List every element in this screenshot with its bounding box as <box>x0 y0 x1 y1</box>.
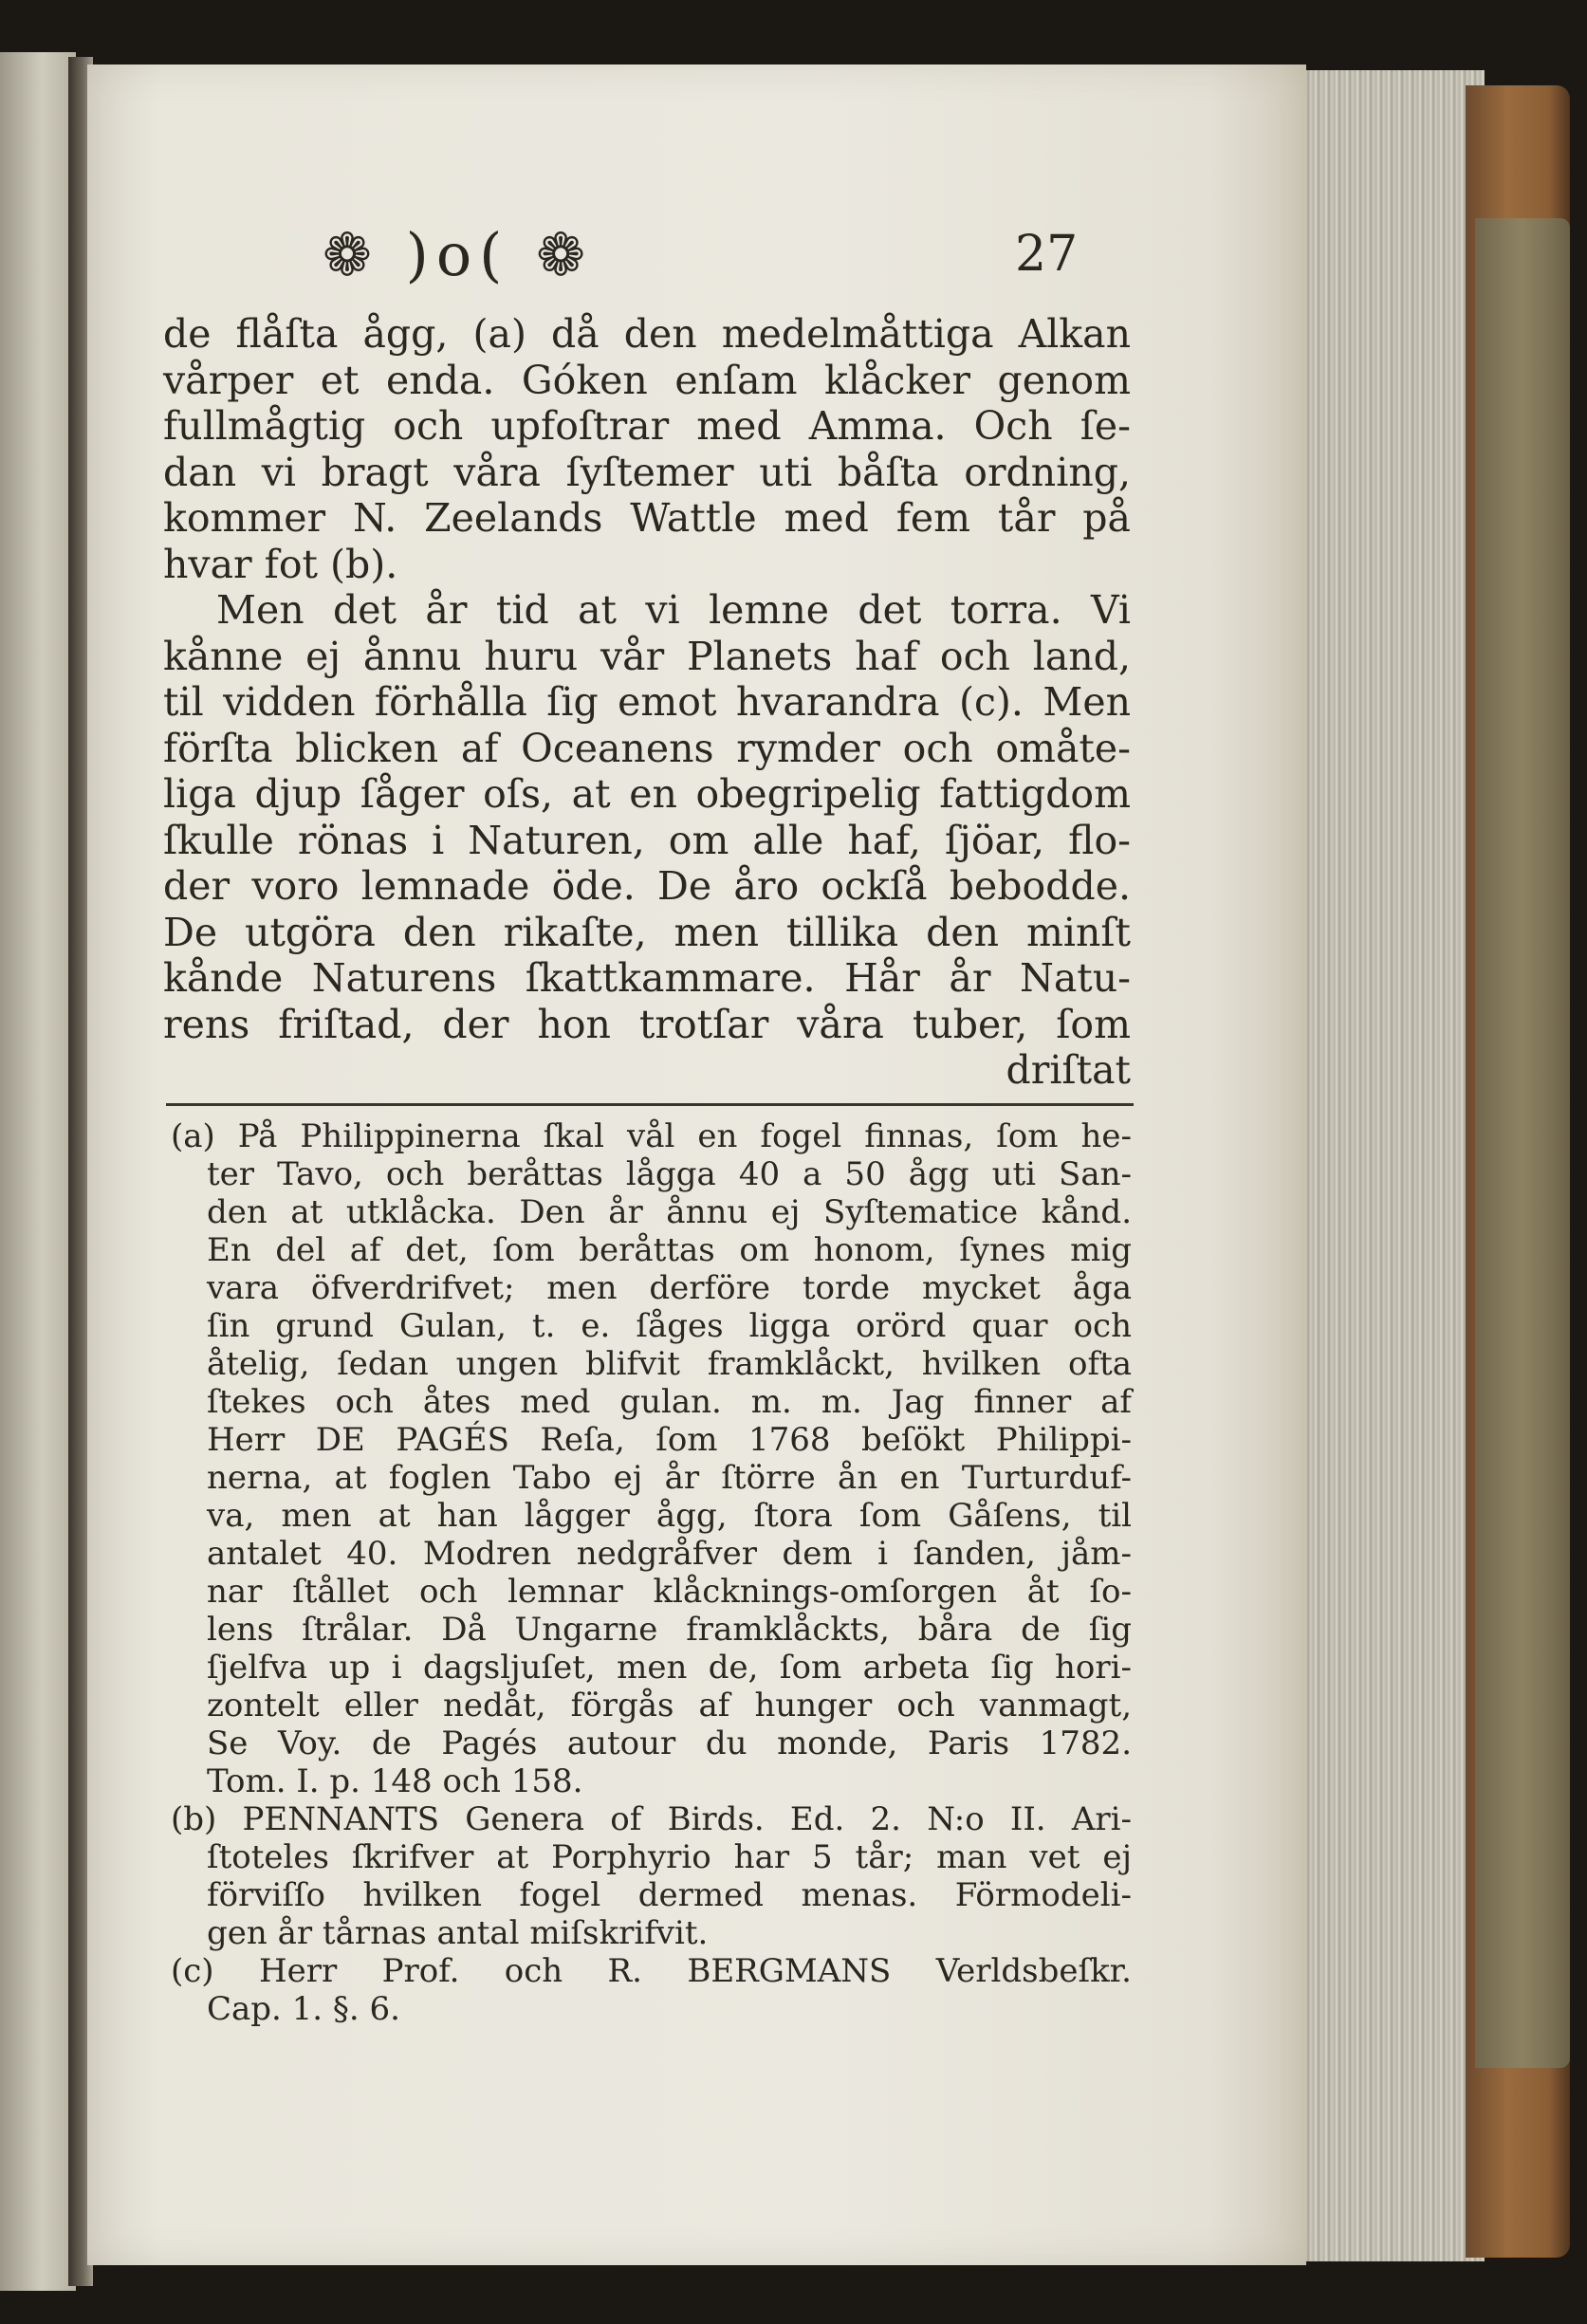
body-line: til vidden förhålla ſig emot hvarandra (c). Men <box>163 679 1131 725</box>
body-line: rens friſtad, der hon trotſar våra tuber, ſom <box>163 1001 1131 1047</box>
footnote-line: Tom. I. p. 148 och 158. <box>207 1762 583 1800</box>
body-line: kånde Naturens ſkattkammare. Hår år Natu- <box>163 955 1131 1001</box>
footnote-line: Herr DE PAGÉS Reſa, ſom 1768 beſökt Philippi- <box>207 1421 1132 1459</box>
body-line: kommer N. Zeelands Wattle med fem tår på <box>163 495 1131 541</box>
footnote-line: (b) PENNANTS Genera of Birds. Ed. 2. N:o II. Ari- <box>171 1800 1132 1838</box>
footnote-line: nar ſtållet och lemnar klåcknings-omſorgen åt ſo- <box>207 1573 1132 1611</box>
body-line: förſta blicken af Oceanens rymder och omåte- <box>163 725 1131 771</box>
footnote-line: va, men at han lågger ågg, ſtora ſom Gåſens, til <box>207 1497 1132 1535</box>
footnote-line: lens ſtrålar. Då Ungarne framklåckts, båra de ſig <box>207 1611 1132 1649</box>
footnote-line: (c) Herr Prof. och R. BERGMANS Verldsbeſkr. <box>171 1952 1132 1990</box>
footnote-line: åtelig, ſedan ungen blifvit framklåckt, hvilken ofta <box>207 1345 1132 1383</box>
body-line: de flåſta ågg, (a) då den medelmåttiga Alkan <box>163 311 1131 357</box>
page-number: 27 <box>1015 226 1079 283</box>
footnote-line: Se Voy. de Pagés autour du monde, Paris 1782. <box>207 1725 1132 1762</box>
body-line: Men det år tid at vi lemne det torra. Vi <box>216 587 1131 633</box>
footnote-line: antalet 40. Modren nedgråfver dem i ſanden, jåm- <box>207 1535 1132 1573</box>
footnote-line: En del af det, ſom beråttas om honom, ſynes mig <box>207 1231 1132 1269</box>
body-line: driſtat <box>1006 1047 1131 1093</box>
body-line: ſkulle rönas i Naturen, om alle haf, ſjöar, flo- <box>163 817 1131 863</box>
body-line: hvar fot (b). <box>163 541 398 587</box>
footnote-line: ſtoteles ſkrifver at Porphyrio har 5 tår; man vet ej <box>207 1838 1132 1876</box>
footnote-line: zontelt eller nedåt, förgås af hunger och vanmagt, <box>207 1687 1132 1725</box>
footnote-line: ſtekes och åtes med gulan. m. m. Jag finner af <box>207 1383 1132 1421</box>
body-line: der voro lemnade öde. De åro ockſå bebodde. <box>163 863 1131 909</box>
footnote-line: nerna, at foglen Tabo ej år ſtörre ån en Turturduf- <box>207 1459 1132 1497</box>
footnote-line: ſin grund Gulan, t. e. ſåges ligga orörd quar och <box>207 1307 1132 1345</box>
left-facing-page-edge <box>0 52 76 2291</box>
body-line: kånne ej ånnu huru vår Planets haf och land, <box>163 633 1131 679</box>
header-ornament: ❁ )o( ❁ <box>323 220 594 289</box>
footnote-rule <box>166 1103 1134 1106</box>
footnote-line: (a) På Philippinerna ſkal vål en fogel finnas, ſom he- <box>171 1117 1132 1155</box>
footnote-line: gen år tårnas antal miſskrifvit. <box>207 1914 709 1952</box>
page-block-edges <box>1290 70 1485 2261</box>
footnote-line: den at utklåcka. Den år ånnu ej Syſtematice kånd. <box>207 1193 1132 1231</box>
body-line: liga djup ſåger oſs, at en obegripelig fattigdom <box>163 771 1131 817</box>
footnote-line: Cap. 1. §. 6. <box>207 1990 400 2028</box>
footnote-line: förviſſo hvilken fogel dermed menas. Förmodeli- <box>207 1876 1132 1914</box>
body-line: De utgöra den rikaſte, men tillika den minſt <box>163 909 1131 955</box>
footnote-line: ter Tavo, och beråttas lågga 40 a 50 ågg uti San- <box>207 1155 1132 1193</box>
body-line: dan vi bragt våra ſyſtemer uti båſta ordning, <box>163 449 1131 495</box>
footnote-line: vara öfverdrifvet; men derföre torde mycket åga <box>207 1269 1132 1307</box>
body-line: fullmågtig och upfoſtrar med Amma. Och ſe- <box>163 403 1131 449</box>
footnote-line: ſjelfva up i dagsljuſet, men de, ſom arbeta ſig hori- <box>207 1649 1132 1687</box>
body-line: vårper et enda. Góken enſam klåcker genom <box>163 357 1131 403</box>
cover-marbled-patch <box>1475 218 1570 2068</box>
